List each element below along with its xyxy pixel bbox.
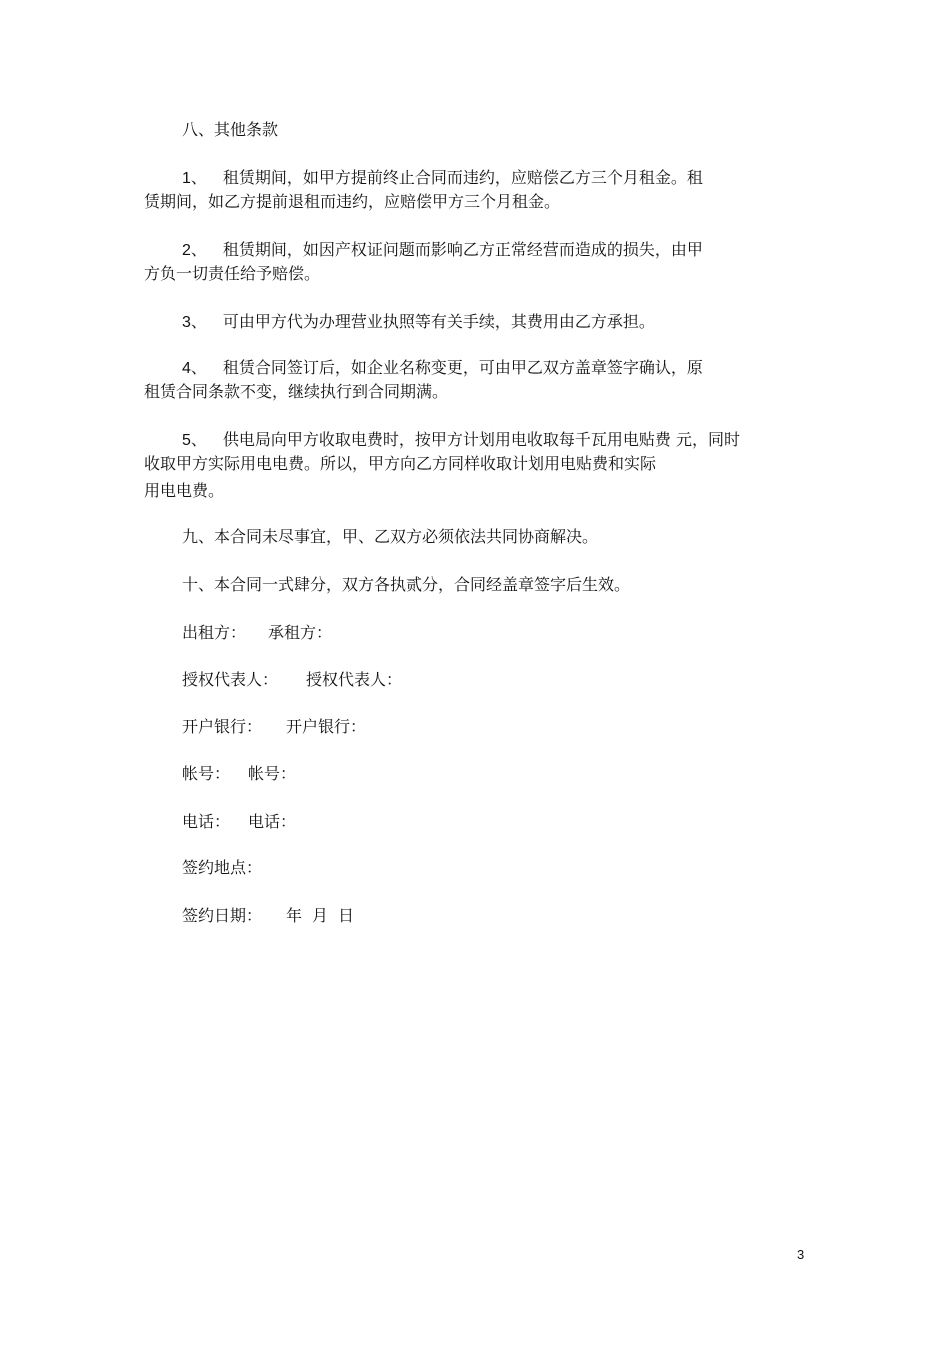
item-5-text-1: 供电局向甲方收取电费时，按甲方计划用电收取每千瓦用电贴费 元，同时	[222, 430, 740, 449]
item-1-number: 1、	[182, 170, 207, 187]
item-2-number: 2、	[182, 242, 207, 259]
item-5-line-1	[182, 428, 740, 452]
signing-place: 签约地点：	[182, 858, 263, 877]
item-2-line-2: 方负一切责任给予赔偿。	[144, 264, 321, 283]
lessee-bank-label: 开户银行：	[286, 717, 367, 736]
item-5-number: 5、	[182, 432, 207, 449]
item-1-text-1: 租赁期间，如甲方提前终止合同而违约，应赔偿乙方三个月租金。租	[222, 168, 703, 187]
date-year: 年	[286, 906, 303, 925]
lessee-phone-label: 电话：	[248, 812, 297, 831]
item-5-line-2: 收取甲方实际用电电费。所以，甲方向乙方同样收取计划用电贴费和实际	[144, 454, 657, 473]
lessee-rep-label: 授权代表人：	[306, 670, 403, 689]
item-4-line-1	[182, 356, 703, 380]
item-4-line-2: 租赁合同条款不变，继续执行到合同期满。	[144, 382, 449, 401]
date-day: 日	[338, 906, 355, 925]
item-1-line-1	[182, 166, 703, 190]
clause-10: 十、本合同一式肆分，双方各执贰分，合同经盖章签字后生效。	[182, 575, 631, 594]
lessee-account-label: 帐号：	[248, 764, 297, 783]
item-3-number: 3、	[182, 314, 207, 331]
signing-date	[182, 904, 354, 928]
lessor-rep-label: 授权代表人：	[182, 670, 279, 689]
signing-date-label: 签约日期：	[182, 906, 263, 925]
section-heading-8: 八、其他条款	[182, 120, 279, 139]
item-3-line-1	[182, 310, 655, 334]
item-5-line-3: 用电电费。	[144, 481, 225, 500]
date-month: 月	[312, 906, 329, 925]
item-4-text-1: 租赁合同签订后，如企业名称变更，可由甲乙双方盖章签字确认，原	[222, 358, 703, 377]
item-3-text-1: 可由甲方代为办理营业执照等有关手续，其费用由乙方承担。	[222, 312, 655, 331]
signature-banks	[182, 715, 366, 739]
lessor-label: 出租方：	[182, 623, 247, 642]
lessee-label: 承租方：	[268, 623, 333, 642]
item-2-line-1	[182, 238, 703, 262]
clause-9: 九、本合同未尽事宜，甲、乙双方必须依法共同协商解决。	[182, 527, 599, 546]
item-2-text-1: 租赁期间，如因产权证问题而影响乙方正常经营而造成的损失，由甲	[222, 240, 703, 259]
signature-parties	[182, 621, 332, 645]
signature-accounts	[182, 762, 296, 786]
signature-phones	[182, 810, 296, 834]
lessor-bank-label: 开户银行：	[182, 717, 263, 736]
item-1-line-2: 赁期间，如乙方提前退租而违约，应赔偿甲方三个月租金。	[144, 192, 561, 211]
signature-representatives	[182, 668, 402, 692]
lessor-account-label: 帐号：	[182, 764, 231, 783]
item-4-number: 4、	[182, 360, 207, 377]
lessor-phone-label: 电话：	[182, 812, 231, 831]
page-number: 3	[797, 1247, 805, 1262]
